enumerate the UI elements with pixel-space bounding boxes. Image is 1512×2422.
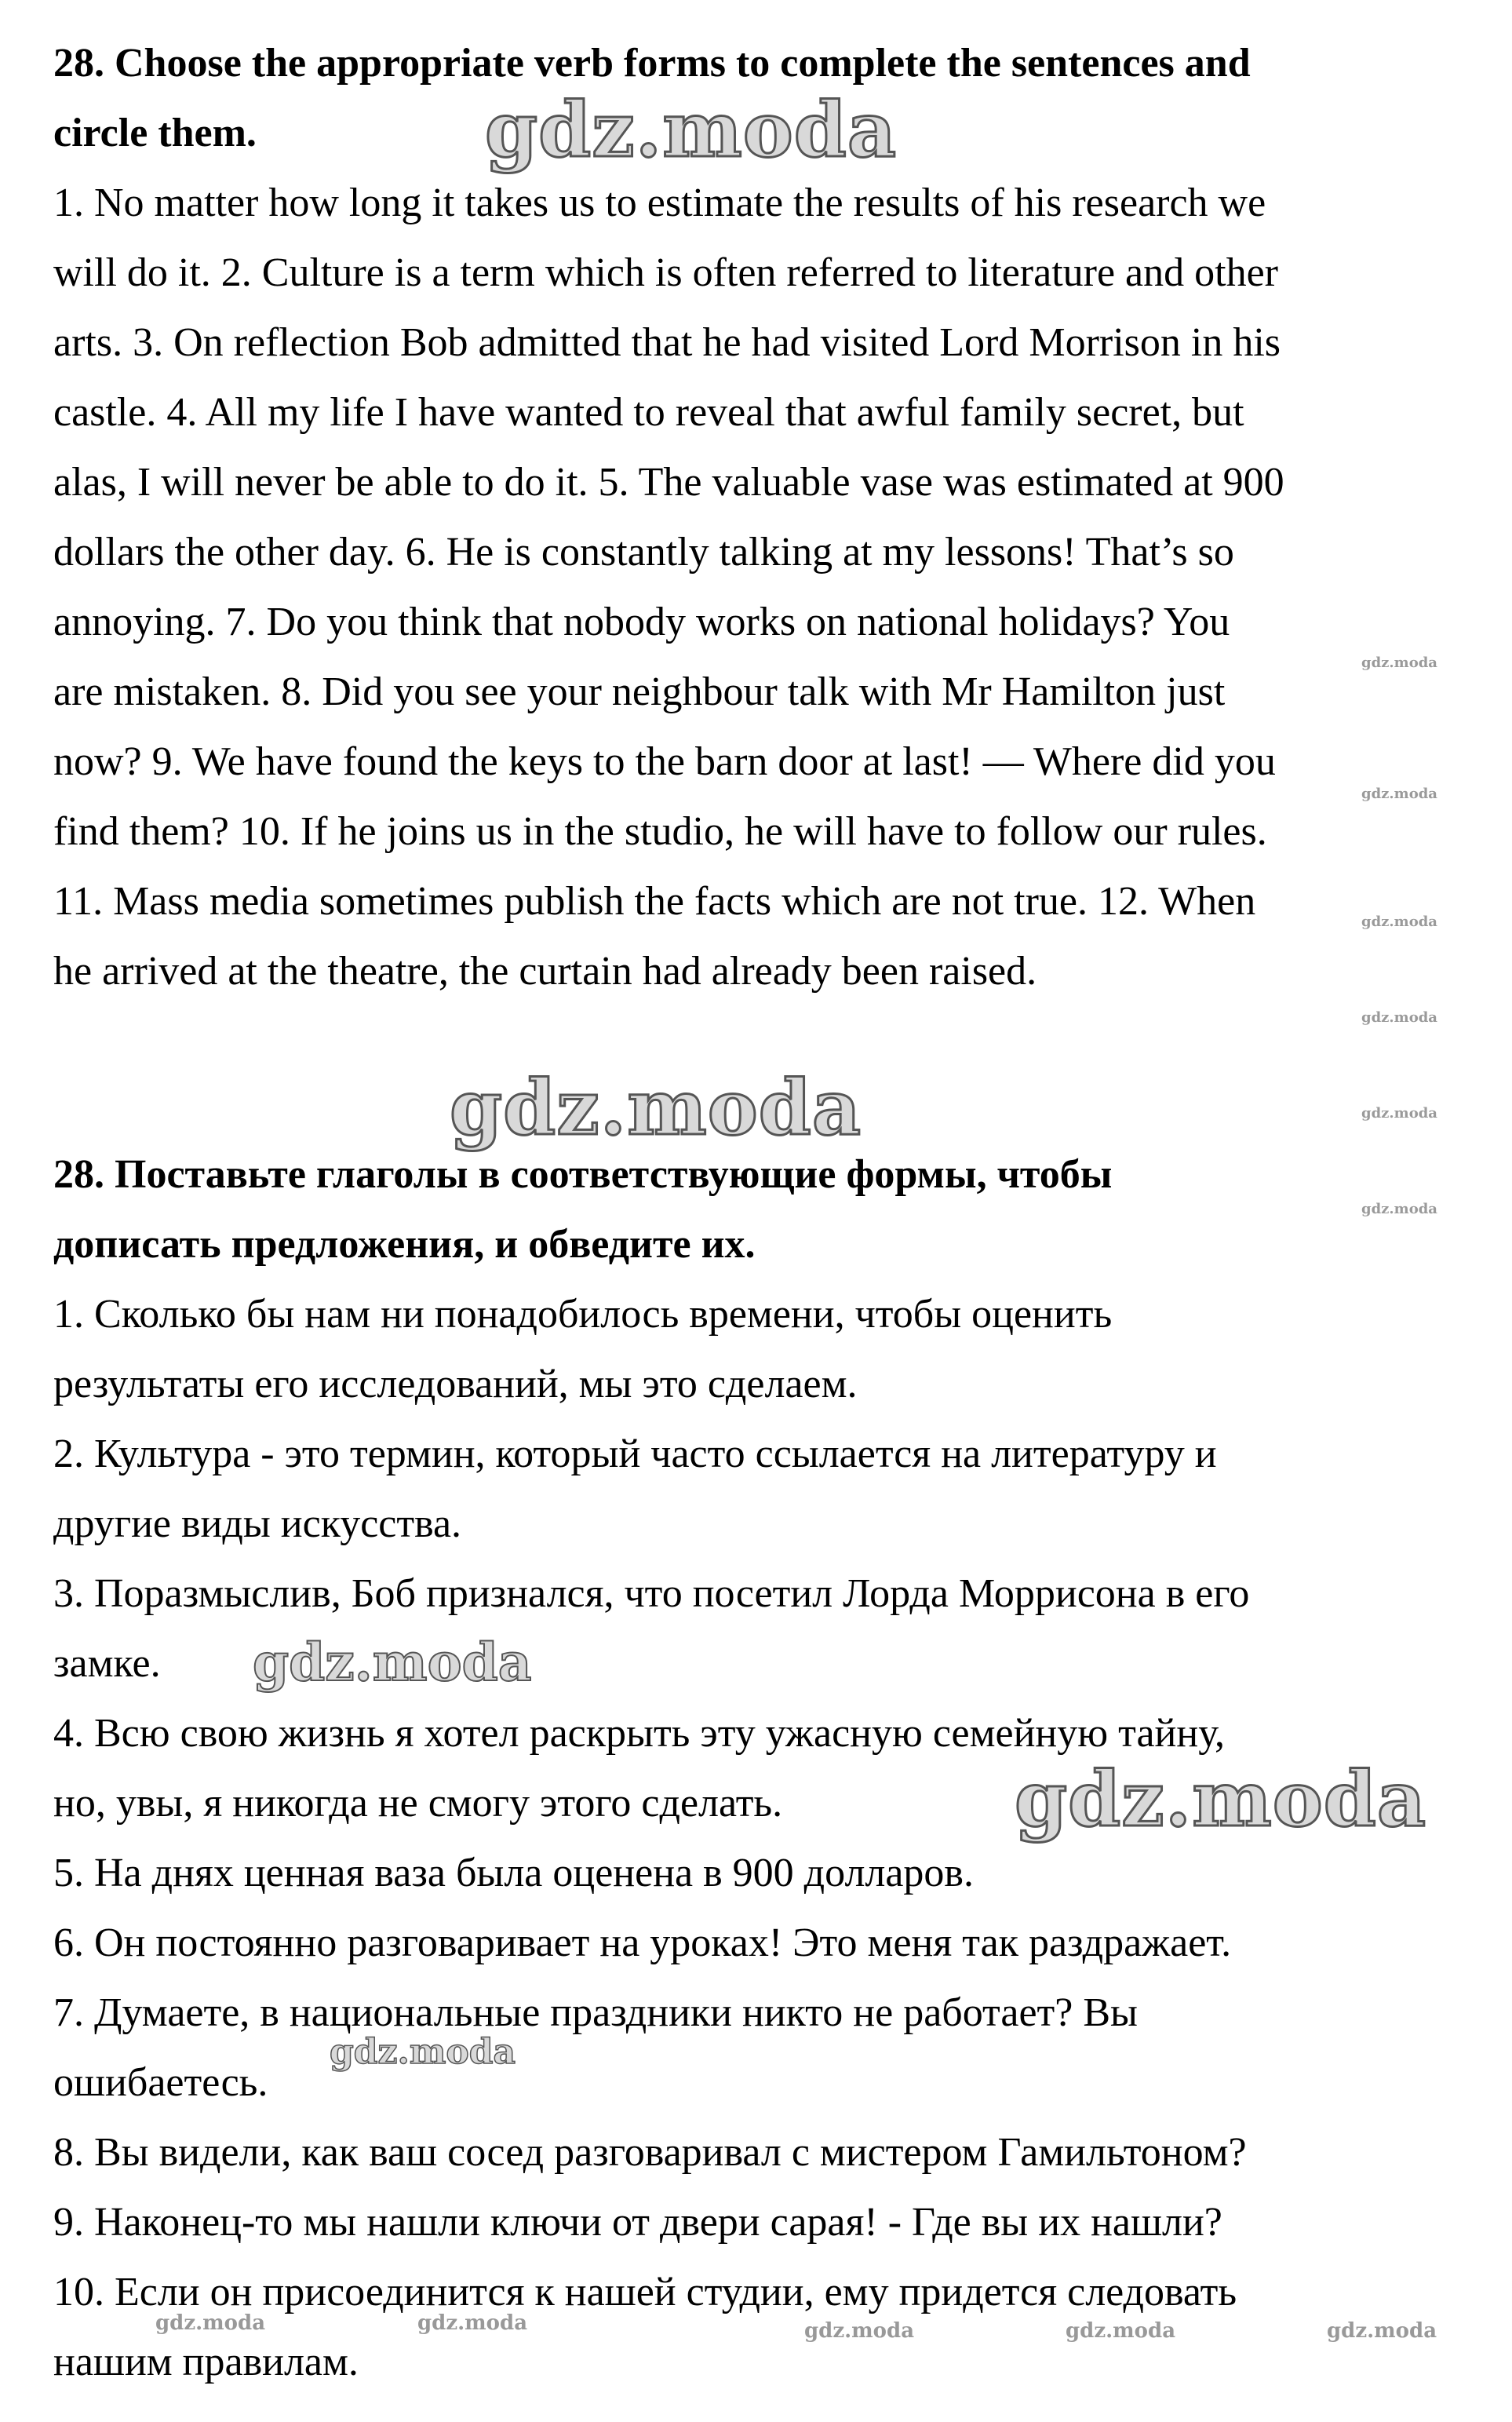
english-text-line: dollars the other day. 6. He is constantly talking at my lessons! That’s so: [53, 530, 1234, 574]
watermark: gdz.moda: [485, 86, 898, 174]
russian-text-line: результаты его исследований, мы это сделаем.: [53, 1362, 858, 1406]
russian-text-line: но, увы, я никогда не смогу этого сделать.: [53, 1781, 783, 1826]
english-text-line: will do it. 2. Culture is a term which is often referred to literature and other: [53, 250, 1278, 295]
english-text-line: castle. 4. All my life I have wanted to reveal that awful family secret, but: [53, 390, 1244, 435]
watermark: gdz.moda: [155, 2311, 266, 2335]
watermark: gdz.moda: [1361, 914, 1437, 930]
watermark: gdz.moda: [330, 2032, 516, 2072]
watermark: gdz.moda: [1066, 2319, 1176, 2343]
russian-text-line: 8. Вы видели, как ваш сосед разговаривал с мистером Гамильтоном?: [53, 2130, 1247, 2175]
russian-text-line: 6. Он постоянно разговаривает на уроках! Это меня так раздражает.: [53, 1920, 1232, 1965]
watermark: gdz.moda: [1361, 655, 1437, 671]
watermark: gdz.moda: [1361, 1009, 1437, 1026]
russian-text-line: нашим правилам.: [53, 2340, 359, 2384]
english-text-line: find them? 10. If he joins us in the studio, he will have to follow our rules.: [53, 809, 1267, 854]
english-text-line: now? 9. We have found the keys to the barn door at last! — Where did you: [53, 739, 1276, 784]
russian-text-line: замке.: [53, 1641, 161, 1686]
english-text-line: 1. No matter how long it takes us to estimate the results of his research we: [53, 181, 1266, 225]
watermark: gdz.moda: [450, 1063, 862, 1152]
watermark: gdz.moda: [1015, 1755, 1427, 1844]
russian-text-line: 9. Наконец-то мы нашли ключи от двери сарая! - Где вы их нашли?: [53, 2200, 1222, 2245]
russian-text-line: другие виды искусства.: [53, 1501, 462, 1546]
english-text-line: annoying. 7. Do you think that nobody works on national holidays? You: [53, 600, 1230, 644]
russian-text-line: 1. Сколько бы нам ни понадобилось времени, чтобы оценить: [53, 1292, 1113, 1337]
russian-text-line: 5. На днях ценная ваза была оценена в 900 долларов.: [53, 1851, 974, 1895]
russian-text-line: 7. Думаете, в национальные праздники никто не работает? Вы: [53, 1990, 1138, 2035]
english-text-line: he arrived at the theatre, the curtain had already been raised.: [53, 949, 1037, 994]
russian-heading-line-1: 28. Поставьте глаголы в соответствующие формы, чтобы: [53, 1152, 1113, 1197]
watermark: gdz.moda: [1361, 786, 1437, 802]
watermark: gdz.moda: [1361, 1201, 1437, 1217]
russian-text-line: ошибаетесь.: [53, 2060, 268, 2105]
russian-heading-line-2: дописать предложения, и обведите их.: [53, 1222, 756, 1267]
english-text-line: 11. Mass media sometimes publish the facts which are not true. 12. When: [53, 879, 1256, 924]
russian-text-line: 2. Культура - это термин, который часто ссылается на литературу и: [53, 1432, 1217, 1476]
watermark: gdz.moda: [253, 1632, 532, 1693]
watermark: gdz.moda: [1361, 1105, 1437, 1122]
watermark: gdz.moda: [804, 2319, 915, 2343]
watermark: gdz.moda: [417, 2311, 528, 2335]
english-text-line: are mistaken. 8. Did you see your neighbour talk with Mr Hamilton just: [53, 669, 1226, 714]
english-text-line: alas, I will never be able to do it. 5. The valuable vase was estimated at 900: [53, 460, 1284, 505]
russian-text-line: 3. Поразмыслив, Боб признался, что посетил Лорда Моррисона в его: [53, 1571, 1250, 1616]
english-heading-line-1: 28. Choose the appropriate verb forms to complete the sentences and: [53, 41, 1251, 86]
english-text-line: arts. 3. On reflection Bob admitted that he had visited Lord Morrison in his: [53, 320, 1281, 365]
watermark: gdz.moda: [1327, 2319, 1437, 2343]
russian-text-line: 10. Если он присоединится к нашей студии, ему придется следовать: [53, 2270, 1237, 2314]
english-heading-line-2: circle them.: [53, 111, 257, 155]
russian-text-line: 4. Всю свою жизнь я хотел раскрыть эту ужасную семейную тайну,: [53, 1711, 1225, 1756]
